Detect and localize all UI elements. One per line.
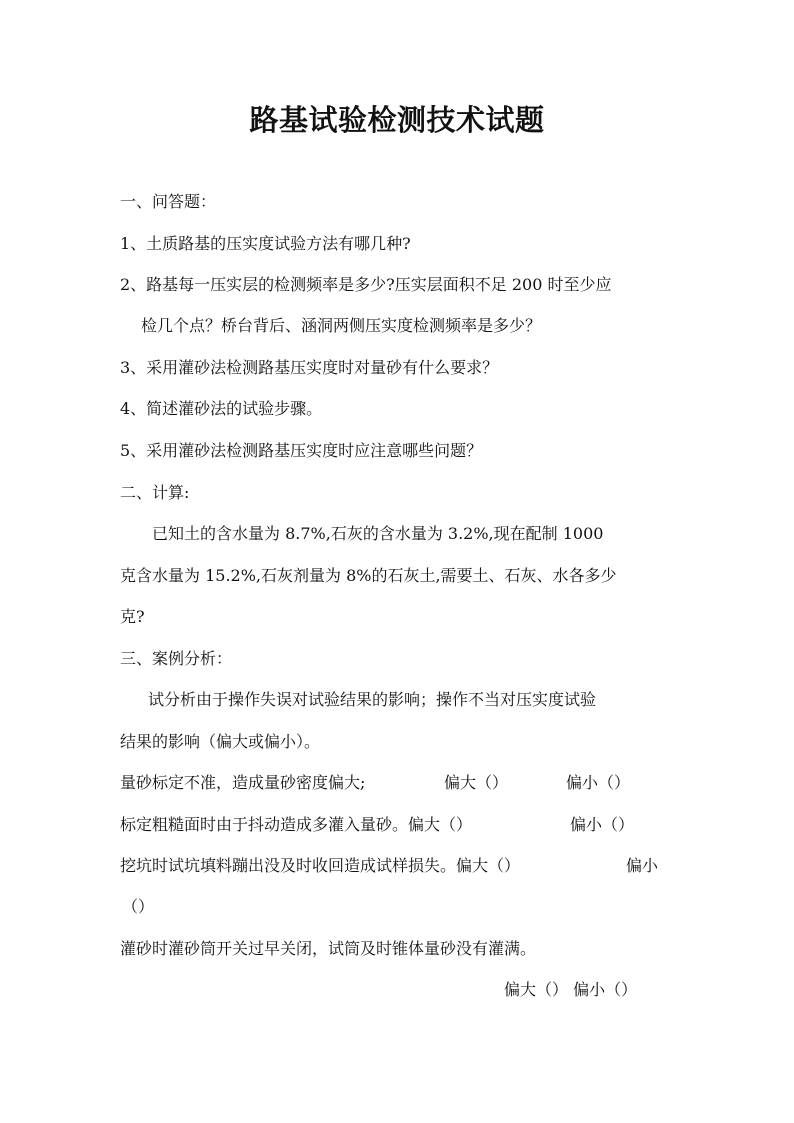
question-4: 4、简述灌砂法的试验步骤。 bbox=[120, 399, 323, 418]
case-item-4-options: 偏大（） 偏小（） bbox=[504, 980, 638, 999]
case-item-3-option-smaller: 偏小 bbox=[626, 856, 659, 875]
calc-paragraph-line-2: 克含水量为 15.2%,石灰剂量为 8%的石灰土,需要土、石灰、水各多少 bbox=[120, 566, 617, 585]
question-5: 5、采用灌砂法检测路基压实度时应注意哪些问题？ bbox=[120, 441, 483, 460]
question-2-line-1: 2、路基每一压实层的检测频率是多少?压实层面积不足 200 时至少应 bbox=[120, 275, 612, 294]
section-heading-calc: 二、计算: bbox=[120, 483, 190, 502]
case-item-4-text: 灌砂时灌砂筒开关过早关闭，试筒及时锥体量砂没有灌满。 bbox=[120, 939, 537, 958]
case-item-1-option-smaller: 偏小（） bbox=[566, 773, 631, 792]
document-title: 路基试验检测技术试题 bbox=[249, 103, 545, 137]
calc-paragraph-line-1: 已知土的含水量为 8.7%,石灰的含水量为 3.2%,现在配制 1000 bbox=[152, 524, 604, 543]
case-item-1-option-larger: 偏大（） bbox=[444, 773, 509, 792]
case-item-3-text: 挖坑时试坑填料蹦出没及时收回造成试样损失。偏大（） bbox=[120, 856, 521, 875]
section-heading-case: 三、案例分析： bbox=[120, 649, 233, 668]
question-2-line-2: 检几个点？桥台背后、涵洞两侧压实度检测频率是多少？ bbox=[141, 316, 542, 335]
case-item-2-text: 标定粗糙面时由于抖动造成多灌入量砂。偏大（） bbox=[120, 815, 473, 834]
question-1: 1、土质路基的压实度试验方法有哪几种? bbox=[120, 234, 411, 253]
case-intro-line-2: 结果的影响（偏大或偏小）。 bbox=[120, 732, 321, 751]
case-item-3-continuation: （） bbox=[122, 897, 155, 916]
case-item-1-text: 量砂标定不准，造成量砂密度偏大; bbox=[120, 773, 366, 792]
section-heading-qa: 一、问答题： bbox=[120, 192, 217, 211]
case-item-2-option-smaller: 偏小（） bbox=[570, 815, 635, 834]
calc-paragraph-line-3: 克? bbox=[120, 607, 145, 626]
question-3: 3、采用灌砂法检测路基压实度时对量砂有什么要求？ bbox=[120, 358, 499, 377]
case-intro-line-1: 试分析由于操作失误对试验结果的影响；操作不当对压实度试验 bbox=[148, 690, 597, 709]
